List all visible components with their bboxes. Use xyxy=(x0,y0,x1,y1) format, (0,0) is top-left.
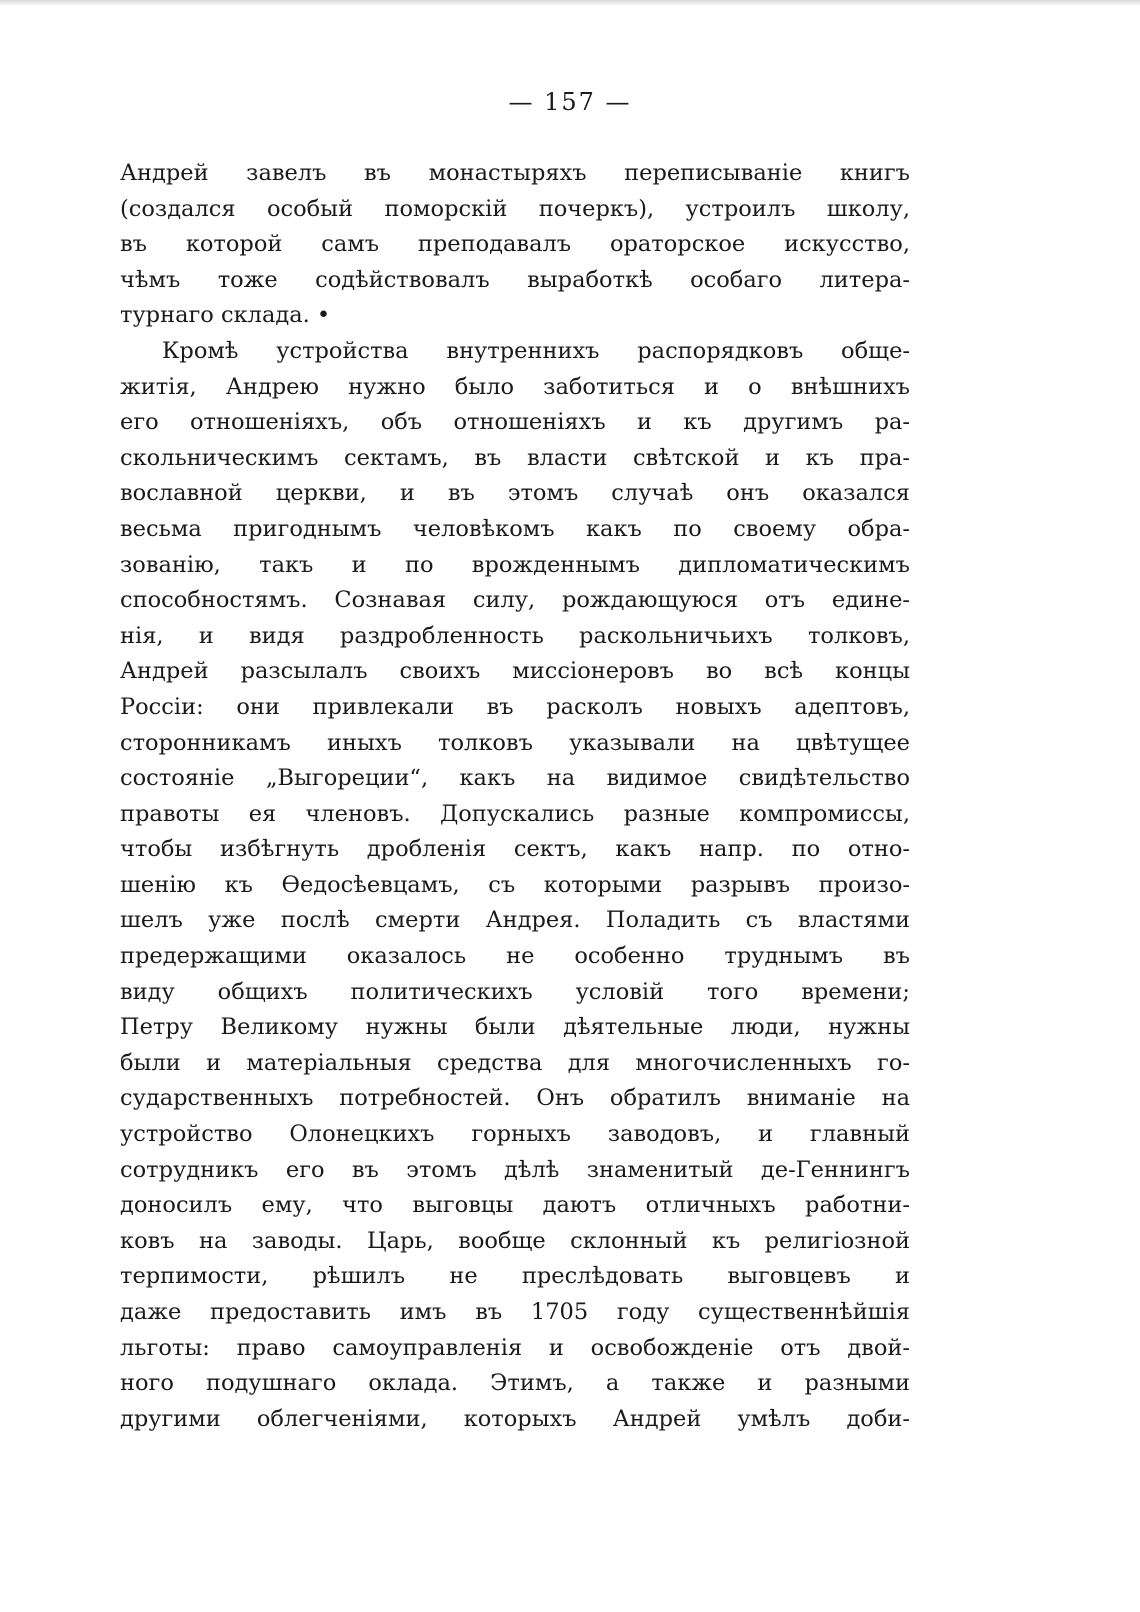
text-line: зованiю, такъ и по врожденнымъ дипломатическимъ xyxy=(120,551,910,578)
text-line: правоты ея членовъ. Допускались разные компромиссы, xyxy=(120,800,910,827)
text-line: вославной церкви, и въ этомъ случаѣ онъ оказался xyxy=(120,480,910,507)
text-line: льготы: право самоуправленiя и освобожденiе отъ двой- xyxy=(120,1334,910,1361)
text-line: состоянiе „Выгореции“, какъ на видимое свидѣтельство xyxy=(120,765,910,792)
text-line: Петру Великому нужны были дѣятельные люди, нужны xyxy=(120,1014,910,1041)
text-line: виду общихъ политическихъ условiй того времени; xyxy=(120,978,910,1005)
body-text xyxy=(120,156,910,1437)
text-line: ного подушнаго оклада. Этимъ, а также и разными xyxy=(120,1370,910,1397)
text-line: житiя, Андрею нужно было заботиться и о внѣшнихъ xyxy=(120,373,910,400)
text-line: предержащими оказалось не особенно труднымъ въ xyxy=(120,943,910,970)
scan-edge xyxy=(0,0,1140,6)
text-line: весьма пригоднымъ человѣкомъ какъ по своему обра- xyxy=(120,515,910,542)
text-line: сударственныхъ потребностей. Онъ обратилъ вниманiе на xyxy=(120,1085,910,1112)
text-line: ковъ на заводы. Царь, вообще склонный къ религiозной xyxy=(120,1227,910,1254)
text-line: чѣмъ тоже содѣйствовалъ выработкѣ особаго литера- xyxy=(120,266,910,293)
page-number: — 157 — xyxy=(508,88,632,116)
text-line: доносилъ ему, что выговцы даютъ отличныхъ работни- xyxy=(120,1192,910,1219)
paragraph-1 xyxy=(120,156,910,334)
text-line: его отношенiяхъ, объ отношенiяхъ и къ другимъ ра- xyxy=(120,409,910,436)
text-line: въ которой самъ преподавалъ ораторское искусство, xyxy=(120,231,910,258)
text-line: нiя, и видя раздробленность раскольничьихъ толковъ, xyxy=(120,622,910,649)
text-line: сотрудникъ его въ этомъ дѣлѣ знаменитый де-Геннингъ xyxy=(120,1156,910,1183)
text-line: другими облегченiями, которыхъ Андрей умѣлъ доби- xyxy=(120,1405,910,1432)
text-line: чтобы избѣгнуть дробленiя сектъ, какъ напр. по отно- xyxy=(120,836,910,863)
text-line: турнаго склада. • xyxy=(120,302,331,329)
text-line: Андрей завелъ въ монастыряхъ переписыванiе книгъ xyxy=(120,160,910,186)
text-line: шелъ уже послѣ смерти Андрея. Поладить съ властями xyxy=(120,907,910,934)
text-line: сторонникамъ иныхъ толковъ указывали на цвѣтущее xyxy=(120,729,910,756)
text-line: Кромѣ устройства внутреннихъ распорядковъ обще- xyxy=(162,337,910,364)
text-line: шенiю къ Ѳедосѣевцамъ, съ которыми разрывъ произо- xyxy=(120,871,910,898)
text-line: были и матерiальныя средства для многочисленныхъ го- xyxy=(120,1049,910,1076)
text-line: даже предоставить имъ въ 1705 году существеннѣйшiя xyxy=(120,1299,910,1325)
text-line: Андрей разсылалъ своихъ миссiонеровъ во всѣ концы xyxy=(120,658,910,685)
text-line: (создался особый поморскiй почеркъ), устроилъ школу, xyxy=(120,195,910,222)
text-line: Россiи: они привлекали въ расколъ новыхъ адептовъ, xyxy=(120,693,910,720)
text-line: устройство Олонецкихъ горныхъ заводовъ, и главный xyxy=(120,1121,910,1148)
text-line: скольническимъ сектамъ, въ власти свѣтской и къ пра- xyxy=(120,444,910,471)
text-line: способностямъ. Сознавая силу, рождающуюся отъ едине- xyxy=(120,587,910,614)
text-line: терпимости, рѣшилъ не преслѣдовать выговцевъ и xyxy=(120,1263,910,1290)
paragraph-2 xyxy=(120,334,910,1437)
